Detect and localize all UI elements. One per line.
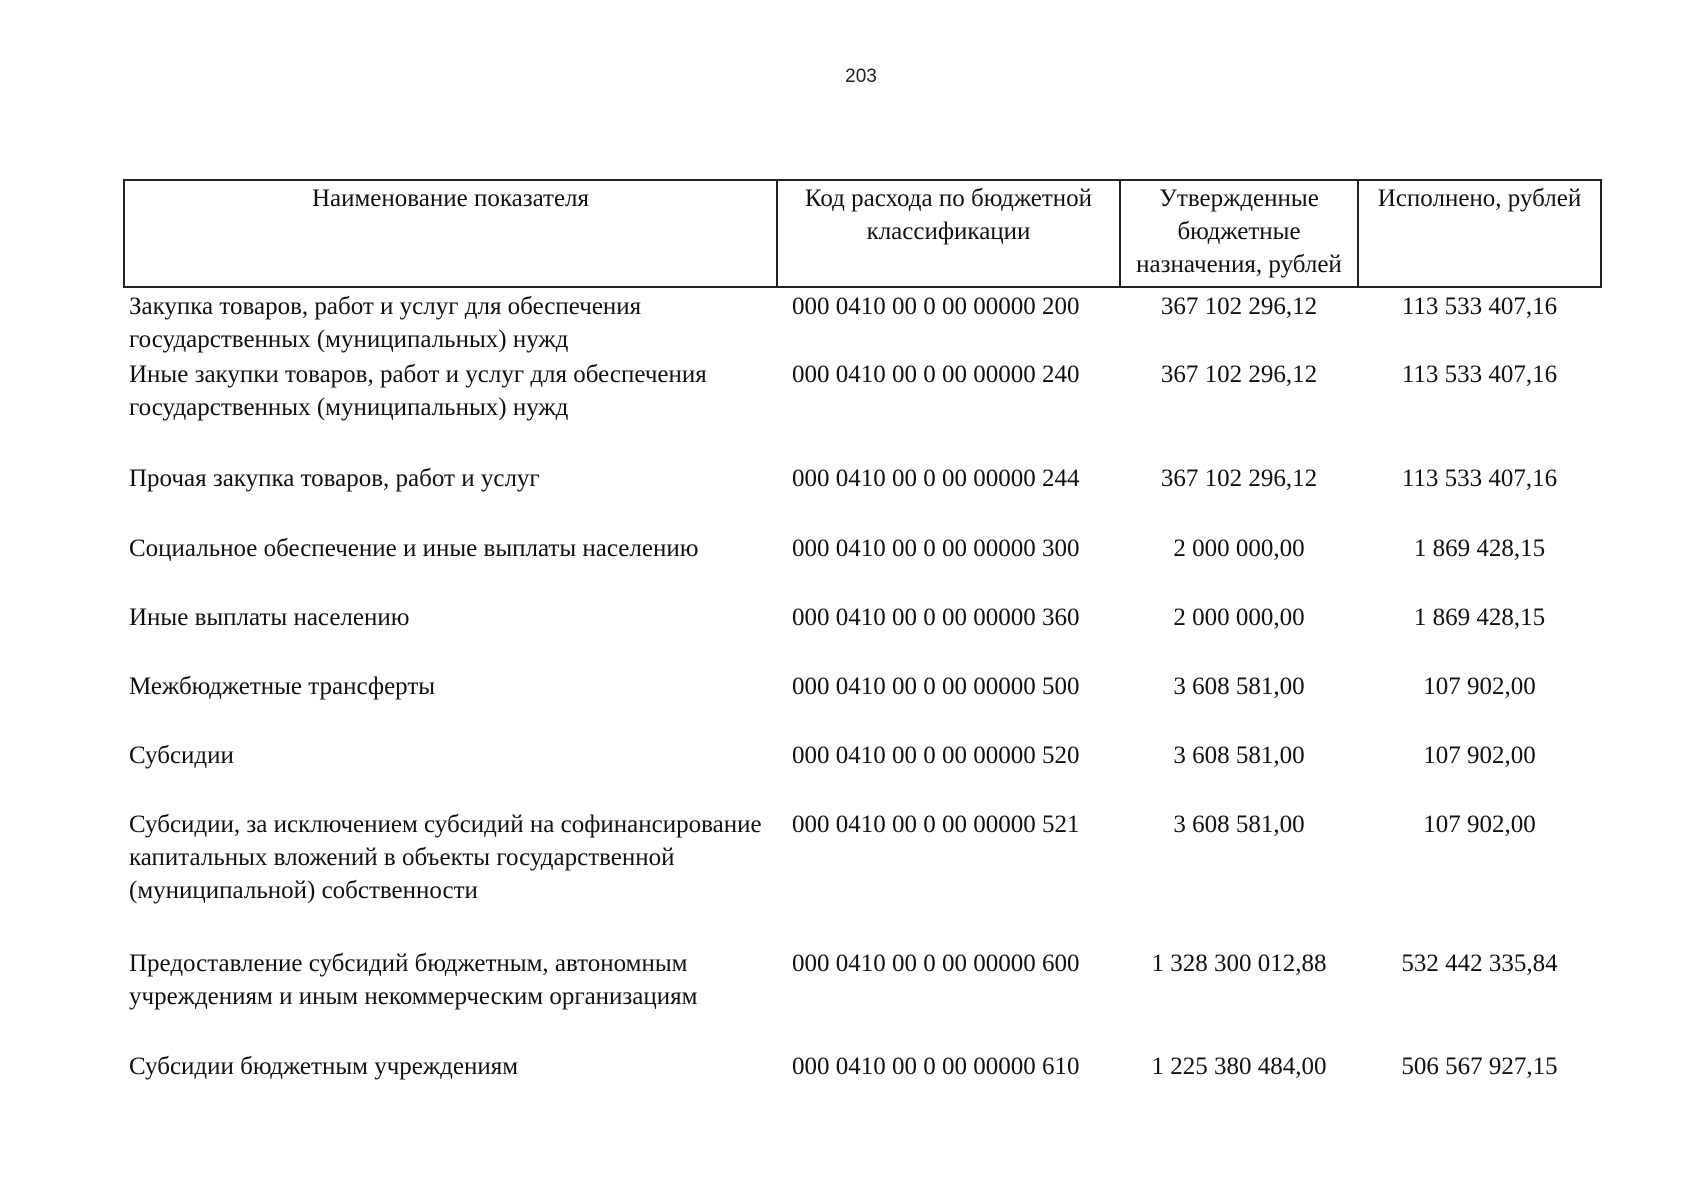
table-row bbox=[124, 737, 1601, 806]
table-row bbox=[124, 1048, 1601, 1088]
row-name: Предоставление субсидий бюджетным, автономным учреждениям и иным некоммерческим организациям bbox=[129, 950, 698, 1010]
row-name: Закупка товаров, работ и услуг для обеспечения государственных (муниципальных) нужд bbox=[129, 293, 642, 353]
row-code: 000 0410 00 0 00 00000 520 bbox=[792, 742, 1080, 769]
row-code: 000 0410 00 0 00 00000 521 bbox=[792, 811, 1080, 838]
row-executed: 113 533 407,16 bbox=[1401, 293, 1558, 320]
row-approved: 2 000 000,00 bbox=[1173, 604, 1305, 631]
table-row bbox=[124, 287, 1601, 356]
row-code: 000 0410 00 0 00 00000 244 bbox=[792, 465, 1080, 492]
row-executed: 107 902,00 bbox=[1423, 673, 1536, 700]
row-name: Межбюджетные трансферты bbox=[129, 673, 436, 700]
row-executed: 113 533 407,16 bbox=[1401, 361, 1558, 388]
row-name: Социальное обеспечение и иные выплаты населению bbox=[129, 535, 699, 562]
row-approved: 367 102 296,12 bbox=[1160, 361, 1318, 388]
table-row bbox=[124, 460, 1601, 530]
row-approved: 1 328 300 012,88 bbox=[1151, 950, 1327, 977]
row-executed: 506 567 927,15 bbox=[1401, 1053, 1558, 1080]
table-row bbox=[124, 530, 1601, 599]
row-executed: 107 902,00 bbox=[1423, 811, 1536, 838]
table-header-row bbox=[124, 180, 1601, 287]
row-name: Иные выплаты населению bbox=[129, 604, 410, 631]
row-executed: 113 533 407,16 bbox=[1401, 465, 1558, 492]
row-executed: 1 869 428,15 bbox=[1413, 604, 1546, 631]
row-approved: 3 608 581,00 bbox=[1173, 673, 1305, 700]
row-name: Субсидии bbox=[129, 742, 234, 769]
table-row bbox=[124, 806, 1601, 945]
row-code: 000 0410 00 0 00 00000 360 bbox=[792, 604, 1080, 631]
row-name: Прочая закупка товаров, работ и услуг bbox=[129, 465, 540, 492]
row-name: Иные закупки товаров, работ и услуг для обеспечения государственных (муниципальных) нужд bbox=[129, 361, 707, 421]
row-executed: 532 442 335,84 bbox=[1401, 950, 1558, 977]
row-approved: 2 000 000,00 bbox=[1173, 535, 1305, 562]
header-approved-amount: Утвержденные бюджетные назначения, рублей bbox=[1120, 180, 1358, 287]
table-row bbox=[124, 668, 1601, 737]
header-indicator-name: Наименование показателя bbox=[124, 180, 777, 287]
row-approved: 1 225 380 484,00 bbox=[1151, 1053, 1327, 1080]
row-approved: 3 608 581,00 bbox=[1173, 742, 1305, 769]
page-number: 203 bbox=[845, 66, 877, 87]
row-code: 000 0410 00 0 00 00000 500 bbox=[792, 673, 1080, 700]
row-approved: 367 102 296,12 bbox=[1160, 293, 1318, 320]
row-executed: 107 902,00 bbox=[1423, 742, 1536, 769]
table-row bbox=[124, 599, 1601, 668]
row-code: 000 0410 00 0 00 00000 200 bbox=[792, 293, 1080, 320]
header-expense-code: Код расхода по бюджетной классификации bbox=[777, 180, 1120, 287]
table-row bbox=[124, 945, 1601, 1048]
row-name: Субсидии, за исключением субсидий на софинансирование капитальных вложений в объекты государственной (муниципальной) собственности bbox=[129, 811, 762, 904]
row-code: 000 0410 00 0 00 00000 610 bbox=[792, 1053, 1080, 1080]
row-approved: 3 608 581,00 bbox=[1173, 811, 1305, 838]
budget-execution-table bbox=[123, 179, 1602, 1088]
row-code: 000 0410 00 0 00 00000 300 bbox=[792, 535, 1080, 562]
header-executed-amount: Исполнено, рублей bbox=[1358, 180, 1601, 287]
row-name: Субсидии бюджетным учреждениям bbox=[129, 1053, 519, 1080]
table-row bbox=[124, 356, 1601, 460]
row-approved: 367 102 296,12 bbox=[1160, 465, 1318, 492]
row-executed: 1 869 428,15 bbox=[1413, 535, 1546, 562]
row-code: 000 0410 00 0 00 00000 240 bbox=[792, 361, 1080, 388]
row-code: 000 0410 00 0 00 00000 600 bbox=[792, 950, 1080, 977]
